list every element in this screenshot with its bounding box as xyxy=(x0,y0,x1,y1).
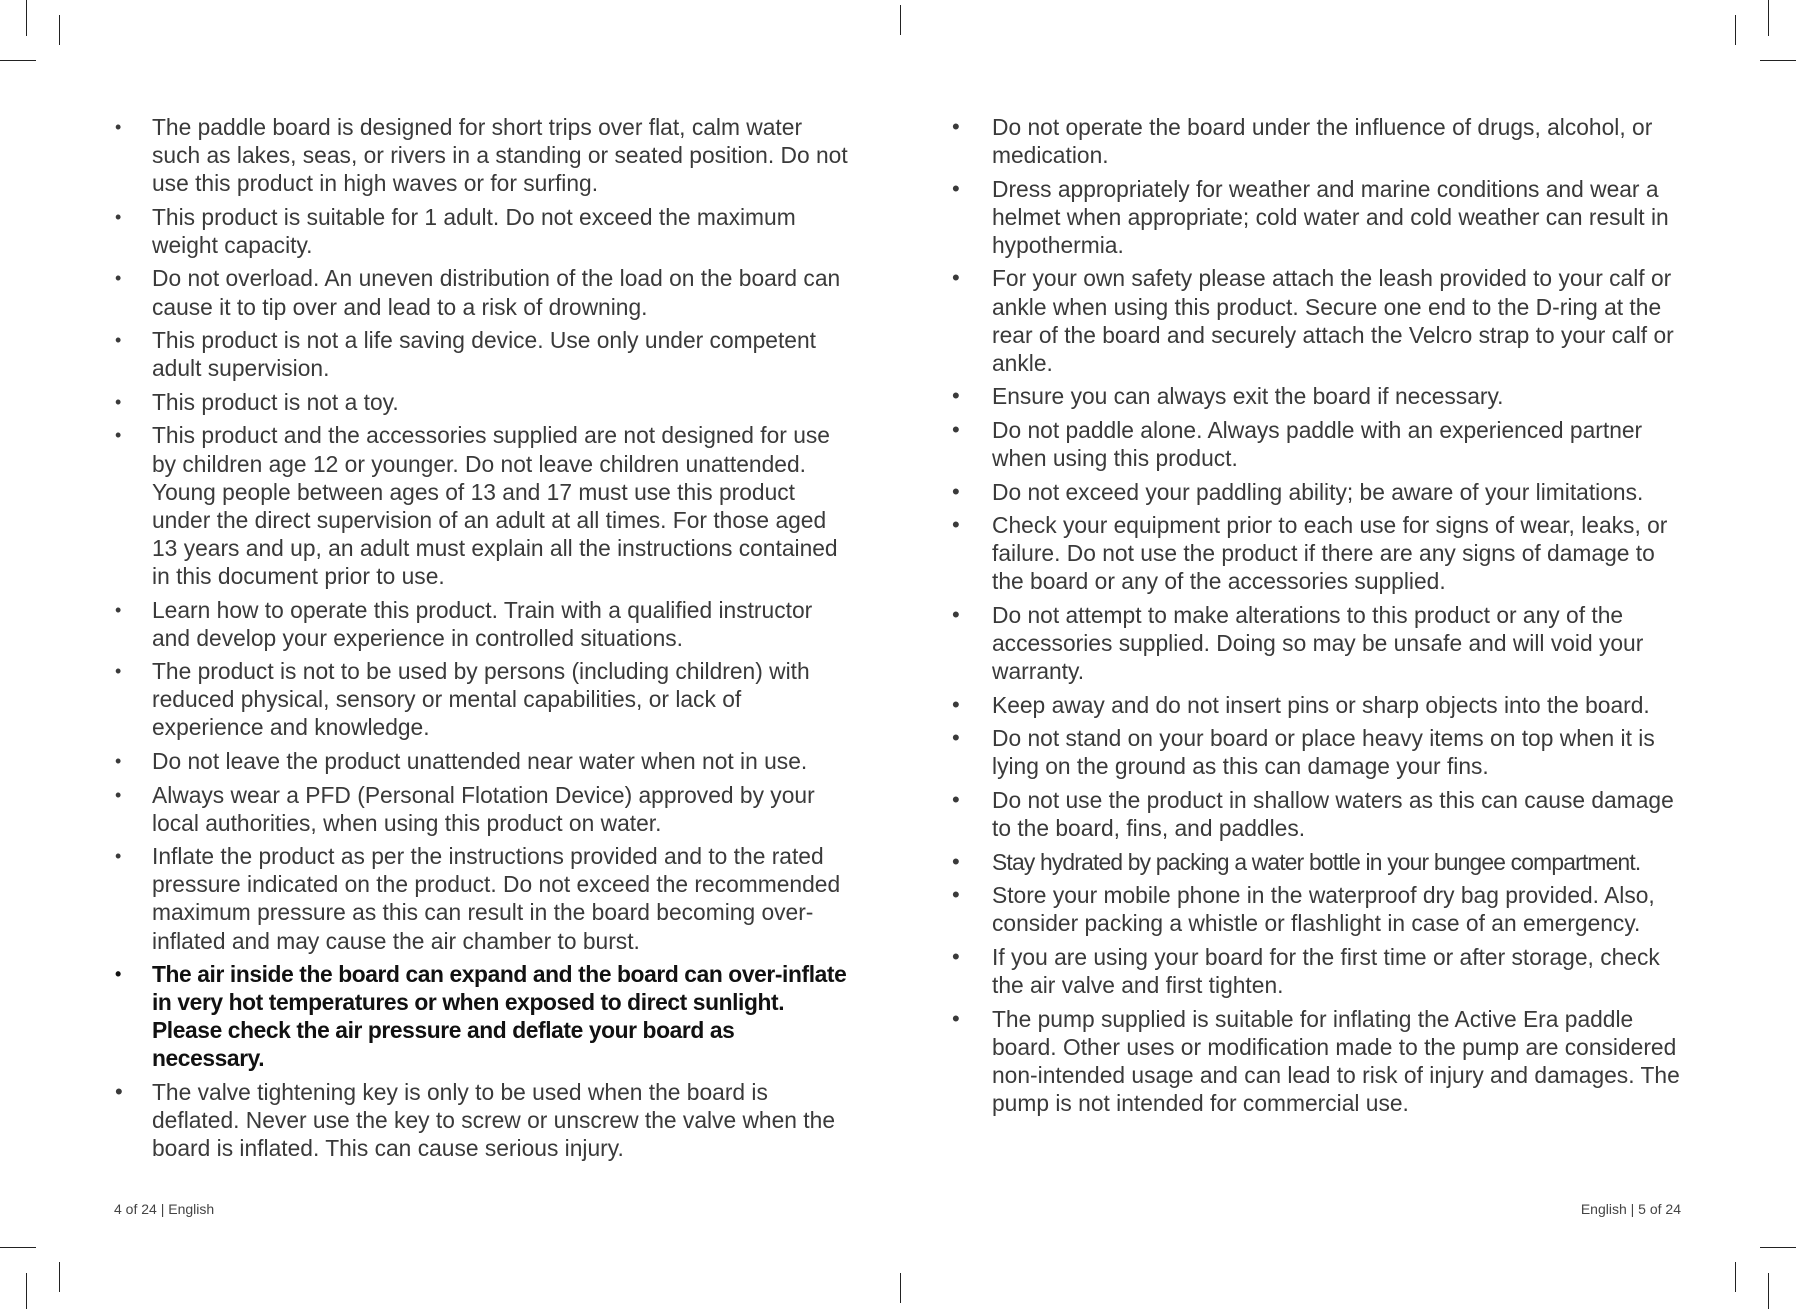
list-item-text: Do not operate the board under the influence of drugs, alcohol, or medication. xyxy=(992,114,1653,169)
list-item-text: Stay hydrated by packing a water bottle in your bungee compartment. xyxy=(992,848,1641,875)
bullet-icon: • xyxy=(952,175,960,201)
bullet-icon: • xyxy=(952,602,960,627)
crop-mark xyxy=(26,0,27,36)
list-item-text: Do not paddle alone. Always paddle with an experienced partner when using this product. xyxy=(992,416,1643,472)
bullet-icon: • xyxy=(115,846,122,867)
crop-mark xyxy=(0,60,36,61)
bullet-icon: • xyxy=(115,964,121,985)
bullet-icon: • xyxy=(115,268,122,289)
bullet-icon: • xyxy=(952,383,960,409)
list-item-text: Keep away and do not insert pins or sharp objects into the board. xyxy=(992,691,1650,718)
list-item-text: Do not exceed your paddling ability; be aware of your limitations. xyxy=(992,478,1644,505)
bullet-icon: • xyxy=(115,784,122,805)
list-item-text: Do not use the product in shallow waters as this can cause damage to the board, fins, and paddles. xyxy=(992,787,1674,842)
list-item-text: The air inside the board can expand and the board can over-inflate in very hot temperatures or when exposed to direct sunlight. Please check the air pressure and deflate your board as necessary. xyxy=(152,961,847,1072)
list-item xyxy=(112,657,852,741)
list-item-text: Do not overload. An uneven distribution of the load on the board can cause it to tip over and lead to a risk of drowning. xyxy=(152,265,841,320)
bullet-icon: • xyxy=(115,206,122,227)
page-footer-left: 4 of 24 | English xyxy=(114,1201,215,1217)
crop-mark xyxy=(59,1262,60,1292)
list-item-text: Always wear a PFD (Personal Flotation Device) approved by your local authorities, when using this product on water. xyxy=(152,781,815,836)
list-item xyxy=(952,786,1687,842)
list-item xyxy=(112,421,852,590)
list-item xyxy=(112,264,852,320)
bullet-icon: • xyxy=(115,661,122,682)
crop-mark xyxy=(900,5,901,35)
crop-mark xyxy=(0,1247,36,1248)
list-item xyxy=(112,781,852,837)
list-item xyxy=(112,113,852,197)
crop-mark xyxy=(1768,0,1769,36)
bullet-icon: • xyxy=(952,1005,960,1031)
list-item-text: Learn how to operate this product. Train with a qualified instructor and develop your experience in controlled situations. xyxy=(152,596,813,651)
bullet-icon: • xyxy=(952,265,960,291)
list-item xyxy=(952,724,1687,780)
crop-mark xyxy=(1768,1273,1769,1309)
crop-mark xyxy=(26,1273,27,1309)
list-item-text: The valve tightening key is only to be used when the board is deflated. Never use the key to screw or unscrew the valve when the board is inflated. This can cause serious injury. xyxy=(152,1079,835,1162)
list-item-text: The paddle board is designed for short trips over flat, calm water such as lakes, seas, or rivers in a standing or seated position. Do not use this product in high waves or for surfing. xyxy=(152,114,848,197)
list-item xyxy=(112,747,852,775)
list-item-text: Ensure you can always exit the board if necessary. xyxy=(992,383,1504,410)
list-item xyxy=(952,478,1687,506)
list-item-text: Do not attempt to make alterations to this product or any of the accessories supplied. Doing so may be unsafe and will void your warranty. xyxy=(992,602,1644,685)
list-item xyxy=(952,691,1687,719)
crop-mark xyxy=(1735,15,1736,45)
list-item xyxy=(952,1005,1687,1117)
list-item-text: For your own safety please attach the leash provided to your calf or ankle when using this product. Secure one end to the D-ring at the rear of the board and securely attach the Velcro strap to your calf or ankle. xyxy=(992,265,1674,376)
bullet-icon: • xyxy=(115,117,122,137)
crop-mark xyxy=(1760,1247,1796,1248)
bullet-icon: • xyxy=(115,425,122,446)
list-item xyxy=(112,1078,852,1162)
list-item-text: This product is suitable for 1 adult. Do not exceed the maximum weight capacity. xyxy=(152,203,796,258)
bullet-icon: • xyxy=(952,416,960,442)
list-item xyxy=(952,416,1687,472)
bullet-icon: • xyxy=(952,478,960,504)
list-item-text: Inflate the product as per the instructions provided and to the rated pressure indicated on the product. Do not exceed the recommended maximum pressure as this can result in the board becoming over-inflated and may cause the air chamber to burst. xyxy=(152,843,841,954)
right-page-safety-list xyxy=(952,113,1687,1123)
left-page-safety-list xyxy=(112,113,852,1168)
list-item-text: Do not stand on your board or place heavy items on top when it is lying on the ground as this can damage your fins. xyxy=(992,725,1655,780)
bullet-icon: • xyxy=(115,599,122,620)
bullet-icon: • xyxy=(115,330,122,351)
bullet-icon: • xyxy=(952,725,960,751)
list-item xyxy=(952,175,1687,259)
bullet-icon: • xyxy=(115,750,122,771)
bullet-icon: • xyxy=(952,944,960,970)
list-item xyxy=(952,382,1687,410)
list-item xyxy=(952,113,1687,169)
page-footer-right: English | 5 of 24 xyxy=(1580,1201,1681,1217)
list-item xyxy=(112,842,852,954)
list-item xyxy=(952,511,1687,595)
list-item-text: This product is not a toy. xyxy=(152,388,399,415)
list-item-text: Store your mobile phone in the waterproof dry bag provided. Also, consider packing a whistle or flashlight in case of an emergency. xyxy=(992,882,1655,937)
bullet-icon: • xyxy=(115,391,122,412)
crop-mark xyxy=(1760,60,1796,61)
list-item-text: Do not leave the product unattended near water when not in use. xyxy=(152,747,808,774)
list-item-text: This product and the accessories supplied are not designed for use by children age 12 or younger. Do not leave children unattended. Young people between ages of 13 and 17 must use this product under the direct supervision of an adult at all times. For those aged 13 years and up, an adult must explain all the instructions contained in this document prior to use. xyxy=(152,422,838,589)
list-item xyxy=(112,203,852,259)
bullet-icon: • xyxy=(952,787,960,813)
list-item xyxy=(112,596,852,652)
bullet-icon: • xyxy=(952,691,960,717)
list-item xyxy=(952,881,1687,937)
crop-mark xyxy=(59,15,60,45)
list-item xyxy=(112,388,852,416)
bullet-icon: • xyxy=(115,1079,123,1104)
bullet-icon: • xyxy=(952,512,960,538)
list-item-warning xyxy=(112,960,852,1072)
list-item-text: The pump supplied is suitable for inflating the Active Era paddle board. Other uses or modification made to the pump are considered non-intended usage and can lead to risk of injury and damages. The pump is not intended for commercial use. xyxy=(992,1005,1680,1116)
list-item xyxy=(952,848,1687,876)
bullet-icon: • xyxy=(952,882,960,908)
list-item-text: Dress appropriately for weather and marine conditions and wear a helmet when appropriate; cold water and cold weather can result in hypothermia. xyxy=(992,175,1669,258)
list-item xyxy=(952,601,1687,685)
list-item-text: This product is not a life saving device. Use only under competent adult supervision. xyxy=(152,327,816,382)
list-item xyxy=(952,943,1687,999)
list-item xyxy=(952,264,1687,376)
bullet-icon: • xyxy=(952,114,960,139)
bullet-icon: • xyxy=(952,848,959,874)
crop-mark xyxy=(1735,1262,1736,1292)
list-item-text: Check your equipment prior to each use for signs of wear, leaks, or failure. Do not use the product if there are any signs of damage to the board or any of the accessories supplied. xyxy=(992,512,1668,595)
crop-mark xyxy=(900,1273,901,1303)
list-item-text: If you are using your board for the first time or after storage, check the air valve and first tighten. xyxy=(992,944,1660,999)
list-item xyxy=(112,326,852,382)
list-item-text: The product is not to be used by persons (including children) with reduced physical, sensory or mental capabilities, or lack of experience and knowledge. xyxy=(152,658,810,741)
